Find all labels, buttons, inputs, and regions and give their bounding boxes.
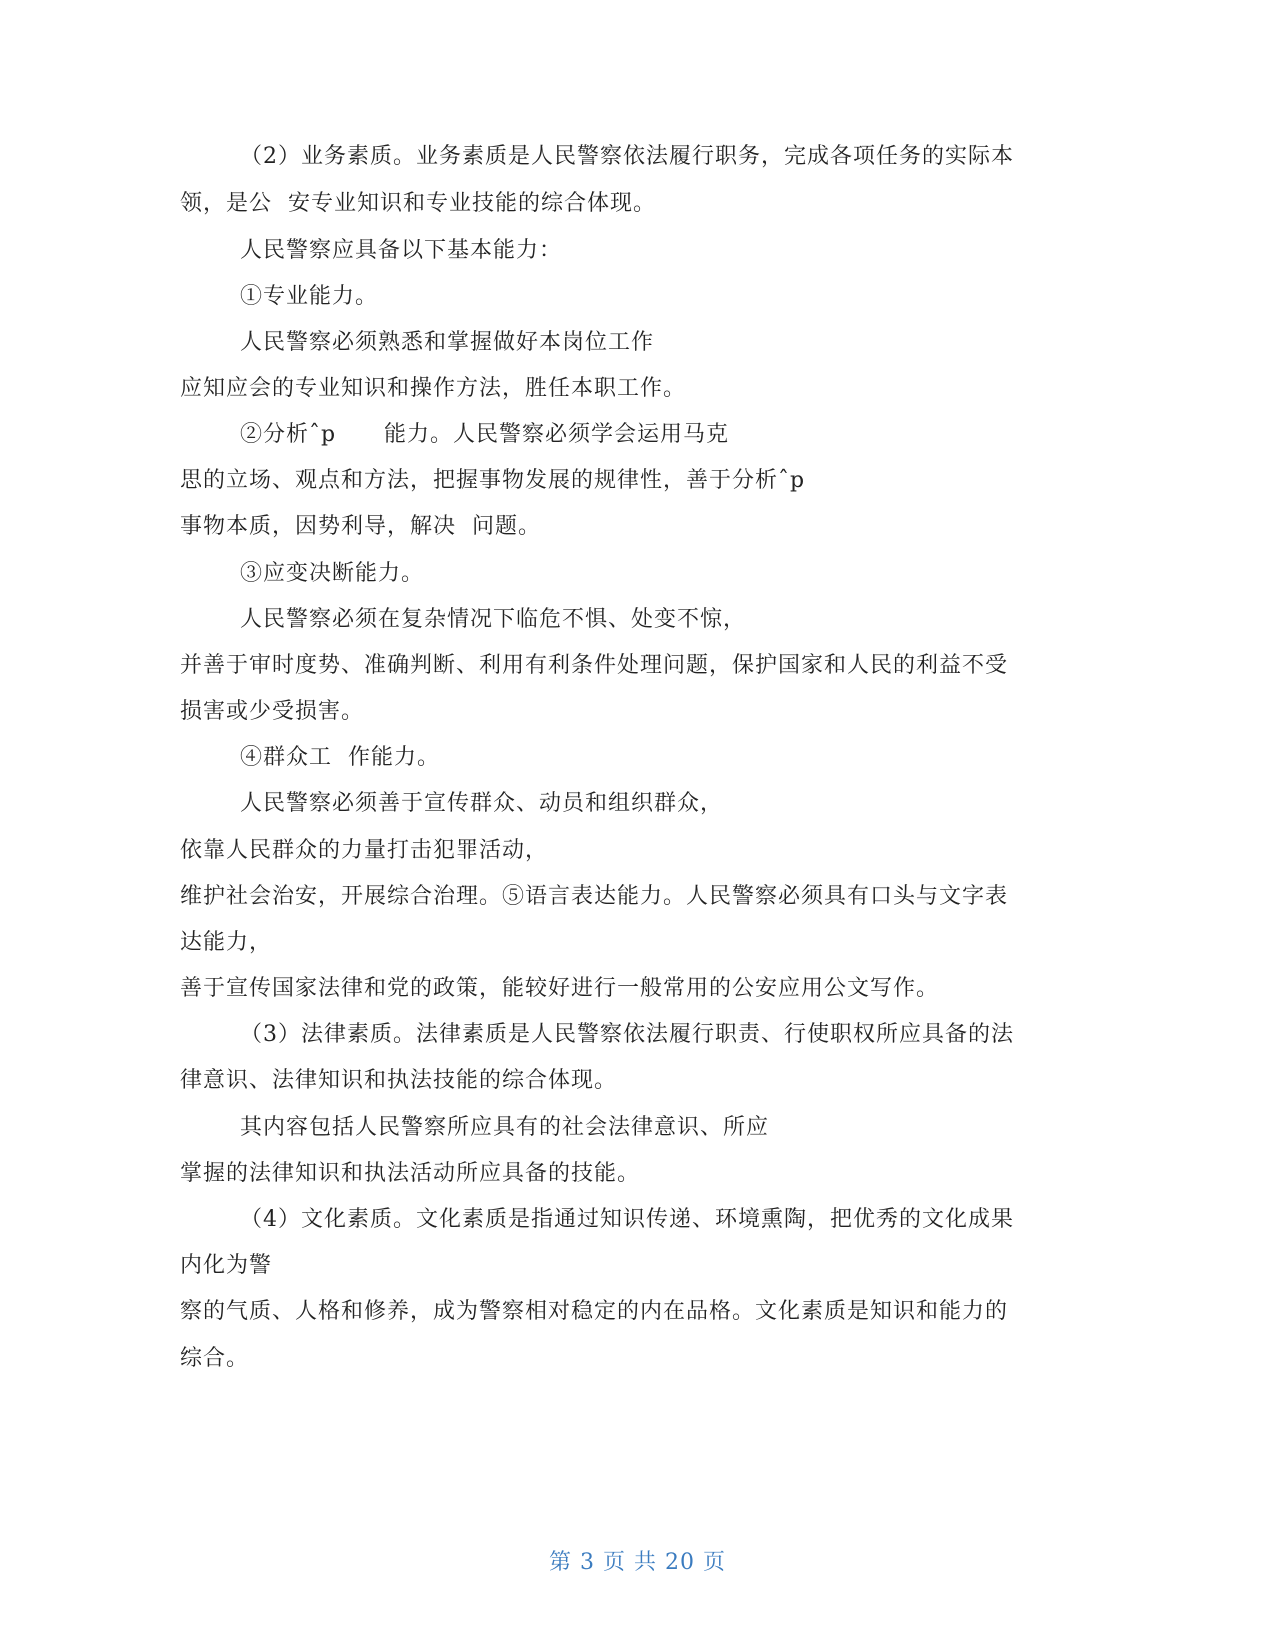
paragraph-line: ①专业能力。 [240,284,379,309]
paragraph-line: （3）法律素质。法律素质是人民警察依法履行职责、行使职权所应具备的法 [240,1022,1014,1047]
paragraph-line: 维护社会治安，开展综合治理。⑤语言表达能力。人民警察必须具有口头与文字表 [180,884,1009,909]
paragraph-line: 人民警察必须熟悉和掌握做好本岗位工作 [240,330,655,355]
paragraph-line: 损害或少受损害。 [180,699,365,724]
paragraph-line: ④群众工 作能力。 [240,745,440,770]
paragraph-line: 并善于审时度势、准确判断、利用有利条件处理问题，保护国家和人民的利益不受 [180,653,1009,678]
paragraph-line: 依靠人民群众的力量打击犯罪活动， [180,838,549,863]
paragraph-line: 掌握的法律知识和执法活动所应具备的技能。 [180,1161,641,1186]
paragraph-line: 人民警察必须善于宣传群众、动员和组织群众， [240,791,724,816]
footer-prefix: 第 [548,1550,572,1575]
footer-total-pages: 20 [665,1550,696,1575]
paragraph-line: （4）文化素质。文化素质是指通过知识传递、环境熏陶，把优秀的文化成果 [240,1207,1014,1232]
paragraph-line: 领，是公 安专业知识和专业技能的综合体现。 [180,191,656,216]
paragraph-line: 综合。 [180,1346,250,1371]
paragraph-line: 善于宣传国家法律和党的政策，能较好进行一般常用的公安应用公文写作。 [180,976,940,1001]
paragraph-line: 应知应会的专业知识和操作方法，胜任本职工作。 [180,376,687,401]
paragraph-line: ②分析ˆp 能力。人民警察必须学会运用马克 [240,422,730,447]
paragraph-line: 内化为警 [180,1253,273,1278]
paragraph-line: 达能力， [180,930,273,955]
footer-page-word: 页 [602,1550,626,1575]
paragraph-line: 思的立场、观点和方法，把握事物发展的规律性，善于分析ˆp [180,468,806,493]
paragraph-line: 其内容包括人民警察所应具有的社会法律意识、所应 [240,1115,770,1140]
paragraph-line: 人民警察必须在复杂情况下临危不惧、处变不惊， [240,607,747,632]
paragraph-line: ③应变决断能力。 [240,561,425,586]
paragraph-line: 察的气质、人格和修养，成为警察相对稳定的内在品格。文化素质是知识和能力的 [180,1299,1009,1324]
paragraph-line: 律意识、法律知识和执法技能的综合体现。 [180,1068,618,1093]
footer-total-word: 共 [634,1550,658,1575]
paragraph-line: 事物本质，因势利导，解决 问题。 [180,514,541,539]
paragraph-line: （2）业务素质。业务素质是人民警察依法履行职务，完成各项任务的实际本 [240,144,1014,169]
paragraph-line: 人民警察应具备以下基本能力： [240,238,563,263]
footer-suffix: 页 [703,1550,727,1575]
footer-current-page: 3 [579,1550,595,1575]
page-number-footer [0,1545,1275,1576]
